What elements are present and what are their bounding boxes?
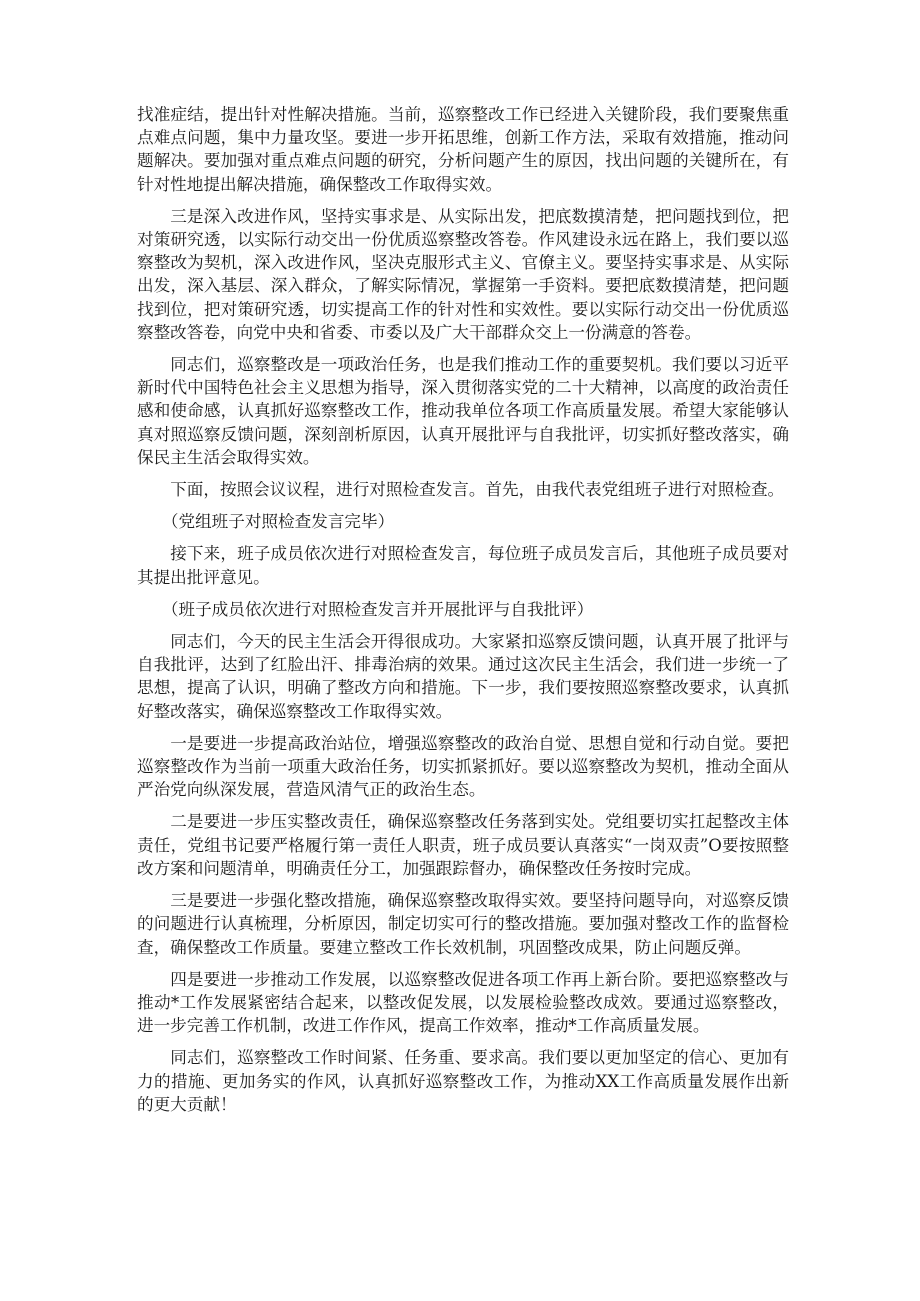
paragraph-13: 同志们，巡察整改工作时间紧、任务重、要求高。我们要以更加坚定的信心、更加有力的措施、更加务实的作风，认真抓好巡察整改工作，为推动XX工作高质量发展作出新的更大贡献！ [137,1048,789,1114]
paragraph-5-stage-note: （党组班子对照检查发言完毕） [161,512,395,532]
paragraph-11: 三是要进一步强化整改措施，确保巡察整改取得实效。要坚持问题导向，对巡察反馈的问题进行认真梳理，分析原因，制定切实可行的整改措施。要加强对整改工作的监督检查，确保整改工作质量。要建立整改工作长效机制，巩固整改成果，防止问题反弹。 [137,891,789,957]
paragraph-4: 下面，按照会议议程，进行对照检查发言。首先，由我代表党组班子进行对照检查。 [170,480,785,500]
paragraph-10: 二是要进一步压实整改责任，确保巡察整改任务落到实处。党组要切实扛起整改主体责任，党组书记要严格履行第一责任人职责，班子成员要认真落实“一岗双责”O要按照整改方案和问题清单，明确责任分工，加强跟踪督办，确保整改任务按时完成。 [137,812,789,878]
paragraph-12: 四是要进一步推动工作发展，以巡察整改促进各项工作再上新台阶。要把巡察整改与推动*工作发展紧密结合起来，以整改促发展，以发展检验整改成效。要通过巡察整改，进一步完善工作机制，改进工作作风，提高工作效率，推动*工作高质量发展。 [137,969,789,1036]
paragraph-3: 同志们，巡察整改是一项政治任务，也是我们推动工作的重要契机。我们要以习近平新时代中国特色社会主义思想为指导，深入贯彻落实党的二十大精神，以高度的政治责任感和使命感，认真抓好巡察整改工作，推动我单位各项工作高质量发展。希望大家能够认真对照巡察反馈问题，深刻剖析原因，认真开展批评与自我批评，切实抓好整改落实，确保民主生活会取得实效。 [137,355,789,467]
document-body [137,103,789,1125]
paragraph-7-stage-note: （班子成员依次进行对照检查发言并开展批评与自我批评） [161,599,594,619]
paragraph-2: 三是深入改进作风，坚持实事求是、从实际出发，把底数摸清楚，把问题找到位，把对策研究透，以实际行动交出一份优质巡察整改答卷。作风建设永远在路上，我们要以巡察整改为契机，深入改进作风，坚决克服形式主义、官僚主义。要坚持实事求是、从实际出发，深入基层、深入群众，了解实际情况，掌握第一手资料。要把底数摸清楚，把问题找到位，把对策研究透，切实提高工作的针对性和实效性。要以实际行动交出一份优质巡察整改答卷，向党中央和省委、市委以及广大干部群众交上一份满意的答卷。 [137,206,789,342]
paragraph-6: 接下来，班子成员依次进行对照检查发言，每位班子成员发言后，其他班子成员要对其提出批评意见。 [137,544,789,587]
paragraph-8: 同志们，今天的民主生活会开得很成功。大家紧扣巡察反馈问题，认真开展了批评与自我批评，达到了红脸出汗、排毒治病的效果。通过这次民主生活会，我们进一步统一了思想，提高了认识，明确了整改方向和措施。下一步，我们要按照巡察整改要求，认真抓好整改落实，确保巡察整改工作取得实效。 [137,632,789,721]
paragraph-1: 找准症结，提出针对性解决措施。当前，巡察整改工作已经进入关键阶段，我们要聚焦重点难点问题，集中力量攻坚。要进一步开拓思维，创新工作方法，采取有效措施，推动问题解决。要加强对重点难点问题的研究，分析问题产生的原因，找出问题的关键所在，有针对性地提出解决措施，确保整改工作取得实效。 [137,105,789,194]
paragraph-9: 一是要进一步提高政治站位，增强巡察整改的政治自觉、思想自觉和行动自觉。要把巡察整改作为当前一项重大政治任务，切实抓紧抓好。要以巡察整改为契机，推动全面从严治党向纵深发展，营造风清气正的政治生态。 [137,733,789,800]
